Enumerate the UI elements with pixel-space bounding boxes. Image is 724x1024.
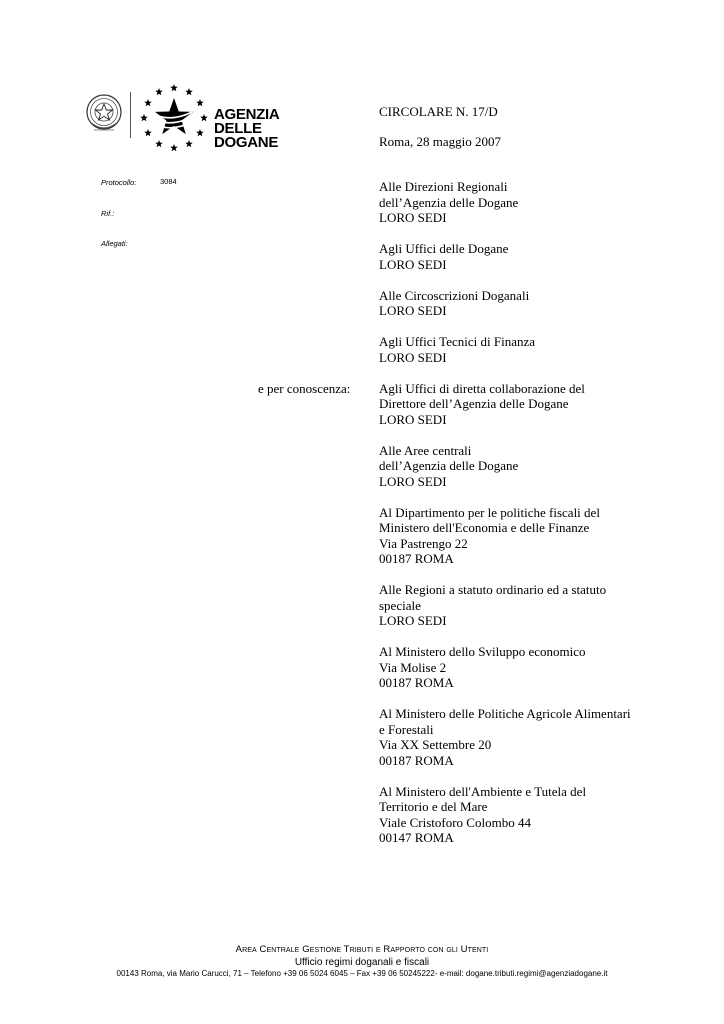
- ring-star-icon: [155, 140, 163, 147]
- recipient-block: [379, 288, 669, 319]
- recipient-line: Al Ministero delle Politiche Agricole Alimentari: [379, 706, 631, 721]
- recipient-line: 00187 ROMA: [379, 551, 454, 566]
- recipient-line: Via Pastrengo 22: [379, 535, 468, 551]
- recipient-line: Viale Cristoforo Colombo 44: [379, 814, 531, 830]
- recipient-line: dell’Agenzia delle Dogane: [379, 194, 519, 210]
- circular-number: CIRCOLARE N. 17/D: [379, 104, 498, 119]
- footer-area-name: Area Centrale Gestione Tributi e Rapporto con gli Utenti: [235, 944, 489, 955]
- recipient-line: Al Ministero dello Sviluppo economico: [379, 644, 586, 659]
- recipient-block: [379, 784, 669, 846]
- recipient-line: LORO SEDI: [379, 473, 447, 489]
- ring-star-icon: [170, 144, 178, 151]
- recipient-line: LORO SEDI: [379, 210, 447, 225]
- rif-label: Rif.:: [101, 209, 115, 218]
- agency-name-logotype: [214, 108, 279, 150]
- recipient-line: Alle Regioni a statuto ordinario ed a statuto: [379, 582, 607, 597]
- recipient-line: 00187 ROMA: [379, 675, 454, 690]
- ring-star-icon: [140, 114, 148, 121]
- ring-star-icon: [185, 88, 193, 95]
- recipient-line: Territorio e del Mare: [379, 799, 488, 814]
- logo-line: DOGANE: [214, 134, 279, 151]
- logo-line: DELLE: [214, 120, 262, 137]
- recipient-block: [379, 334, 669, 365]
- protocollo-label: Protocollo:: [101, 178, 137, 187]
- ring-star-icon: [196, 129, 204, 136]
- recipient-block: [379, 582, 669, 629]
- recipient-line: Via XX Settembre 20: [379, 737, 492, 752]
- document-date: Roma, 28 maggio 2007: [379, 134, 502, 149]
- ring-star-icon: [144, 99, 152, 106]
- recipient-line: LORO SEDI: [379, 256, 447, 272]
- footer-contact-line: 00143 Roma, via Mario Carucci, 71 – Telefono +39 06 5024 6045 – Fax +39 06 50245222- e-mail: dogane.tributi.regimi@agenziadogane.it: [116, 969, 608, 978]
- recipient-line: LORO SEDI: [379, 303, 447, 318]
- recipient-line: Alle Aree centrali: [379, 442, 472, 458]
- ring-star-icon: [170, 84, 178, 91]
- recipient-line: e Forestali: [379, 721, 434, 737]
- recipient-block: [379, 505, 669, 567]
- recipient-line: Ministero dell'Economia e delle Finanze: [379, 520, 590, 535]
- ring-star-icon: [196, 99, 204, 106]
- recipient-block: [379, 443, 669, 490]
- allegati-label: Allegati:: [101, 239, 128, 248]
- recipient-block: [379, 706, 669, 768]
- republic-emblem-icon: [84, 92, 124, 136]
- recipient-line: Agli Uffici Tecnici di Finanza: [379, 334, 536, 349]
- recipient-block: [379, 644, 669, 691]
- recipient-line: Alle Direzioni Regionali: [379, 179, 508, 194]
- recipient-line: speciale: [379, 597, 421, 613]
- for-information-label: e per conoscenza:: [258, 381, 351, 396]
- recipient-line: LORO SEDI: [379, 349, 447, 365]
- recipient-line: 00147 ROMA: [379, 830, 454, 845]
- ring-star-icon: [155, 88, 163, 95]
- recipient-line: Alle Circoscrizioni Doganali: [379, 287, 530, 303]
- ring-star-icon: [185, 140, 193, 147]
- recipient-list: [379, 179, 669, 861]
- agency-star-logo-icon: [136, 82, 212, 154]
- recipient-block: [379, 241, 669, 272]
- protocollo-value: 3084: [160, 177, 177, 186]
- recipient-line: LORO SEDI: [379, 411, 447, 427]
- ring-star-icon: [200, 114, 208, 121]
- ring-star-icon: [144, 129, 152, 136]
- logo-divider: [130, 92, 131, 138]
- recipient-block: [379, 381, 669, 428]
- recipient-line: Al Ministero dell'Ambiente e Tutela del: [379, 783, 587, 799]
- recipient-line: dell’Agenzia delle Dogane: [379, 458, 519, 473]
- recipient-block: [379, 179, 669, 226]
- recipient-line: LORO SEDI: [379, 613, 447, 628]
- recipient-line: Agli Uffici delle Dogane: [379, 241, 509, 256]
- recipient-line: 00187 ROMA: [379, 752, 454, 768]
- recipient-line: Agli Uffici di diretta collaborazione del: [379, 380, 585, 396]
- recipient-line: Direttore dell’Agenzia delle Dogane: [379, 396, 569, 411]
- recipient-line: Al Dipartimento per le politiche fiscali del: [379, 504, 600, 520]
- recipient-line: Via Molise 2: [379, 659, 447, 675]
- logo-line: AGENZIA: [214, 106, 280, 123]
- page-footer: [0, 944, 724, 978]
- footer-office-name: Ufficio regimi doganali e fiscali: [294, 957, 430, 968]
